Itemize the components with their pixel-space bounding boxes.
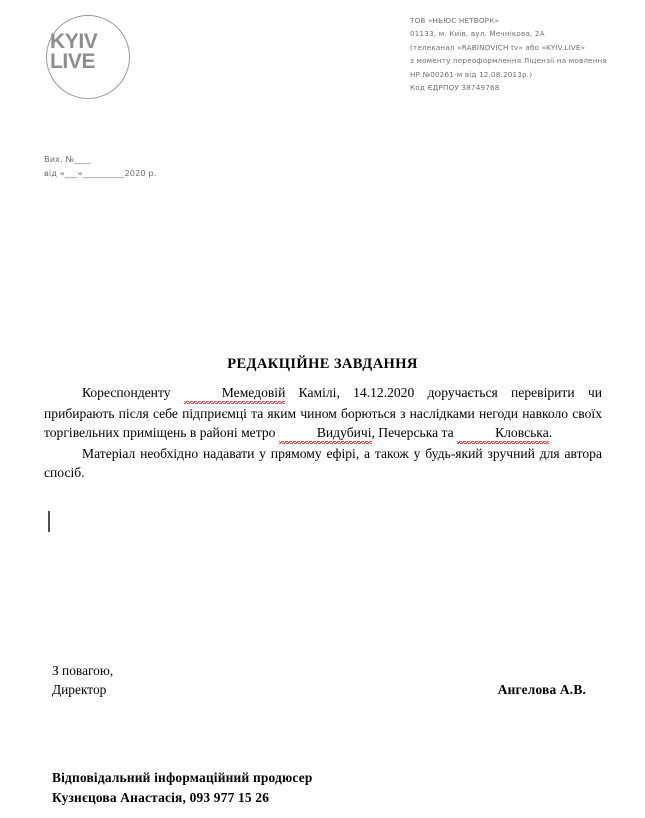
company-logo <box>36 12 156 112</box>
correspondent-name-misspelled: Мемедовій <box>184 383 286 404</box>
company-channel-line-2: з моменту переоформлення Ліцензії на мовлення <box>410 56 608 66</box>
body-paragraph-1 <box>44 383 602 444</box>
company-license-number: НР №00261-м від 12.08.2013р.) <box>410 69 533 79</box>
signature-name: Ангелова А.В. <box>497 682 586 697</box>
logo-wordmark <box>50 32 97 72</box>
footer-block <box>52 768 313 808</box>
text-cursor-caret[interactable] <box>48 511 50 532</box>
outgoing-date-field[interactable]: від «___»__________2020 р. <box>44 168 157 178</box>
company-name: ТОВ «НЬЮС НЕТВОРК» <box>410 16 500 25</box>
signature-regards: З повагою, <box>52 663 114 678</box>
signature-position: Директор <box>52 682 107 697</box>
outgoing-number-field[interactable]: Вих. №____ <box>44 154 91 164</box>
footer-contact: Кузнєцова Анастасія, 093 977 15 26 <box>52 790 270 805</box>
body-paragraph-2: Матеріал необхідно надавати у прямому ефірі, а також у будь-який зручний для автора спосіб. <box>44 445 602 481</box>
metro-pecherska-text: , Печерська та <box>371 425 458 441</box>
company-channel-line-1: (телеканал «RABINOVICH tv» або «KYIV.LIVE» <box>410 42 586 52</box>
outgoing-reference-block <box>44 152 156 180</box>
signature-row <box>52 680 600 699</box>
page-title: РЕДАКЦІЙНЕ ЗАВДАННЯ <box>227 356 418 372</box>
company-address: 01133, м. Київ, вул. Мечнікова, 2А <box>410 29 545 39</box>
company-details <box>410 14 640 94</box>
metro-klovska-misspelled: Кловська <box>457 423 549 444</box>
logo-line-2: LIVE <box>50 50 96 73</box>
paragraph-1-period: . <box>548 425 553 441</box>
company-edrpou-code: Код ЄДРПОУ 38749768 <box>410 83 500 93</box>
signature-block <box>52 661 600 699</box>
document-body[interactable] <box>44 383 602 483</box>
metro-vydubychi-misspelled: Видубичі <box>279 423 372 444</box>
footer-role: Відповідальний інформаційний продюсер <box>52 770 313 785</box>
assignment-detail: Камілі, 14.12.2020 доручається перевірити чи прибирають після себе підприємці та яким чином борються з наслідками негоди навколо своїх торгівельних приміщень в районі метро <box>44 385 602 441</box>
logo-line-1: KYIV <box>50 30 98 53</box>
assignment-prefix: Кореспонденту <box>82 385 184 400</box>
